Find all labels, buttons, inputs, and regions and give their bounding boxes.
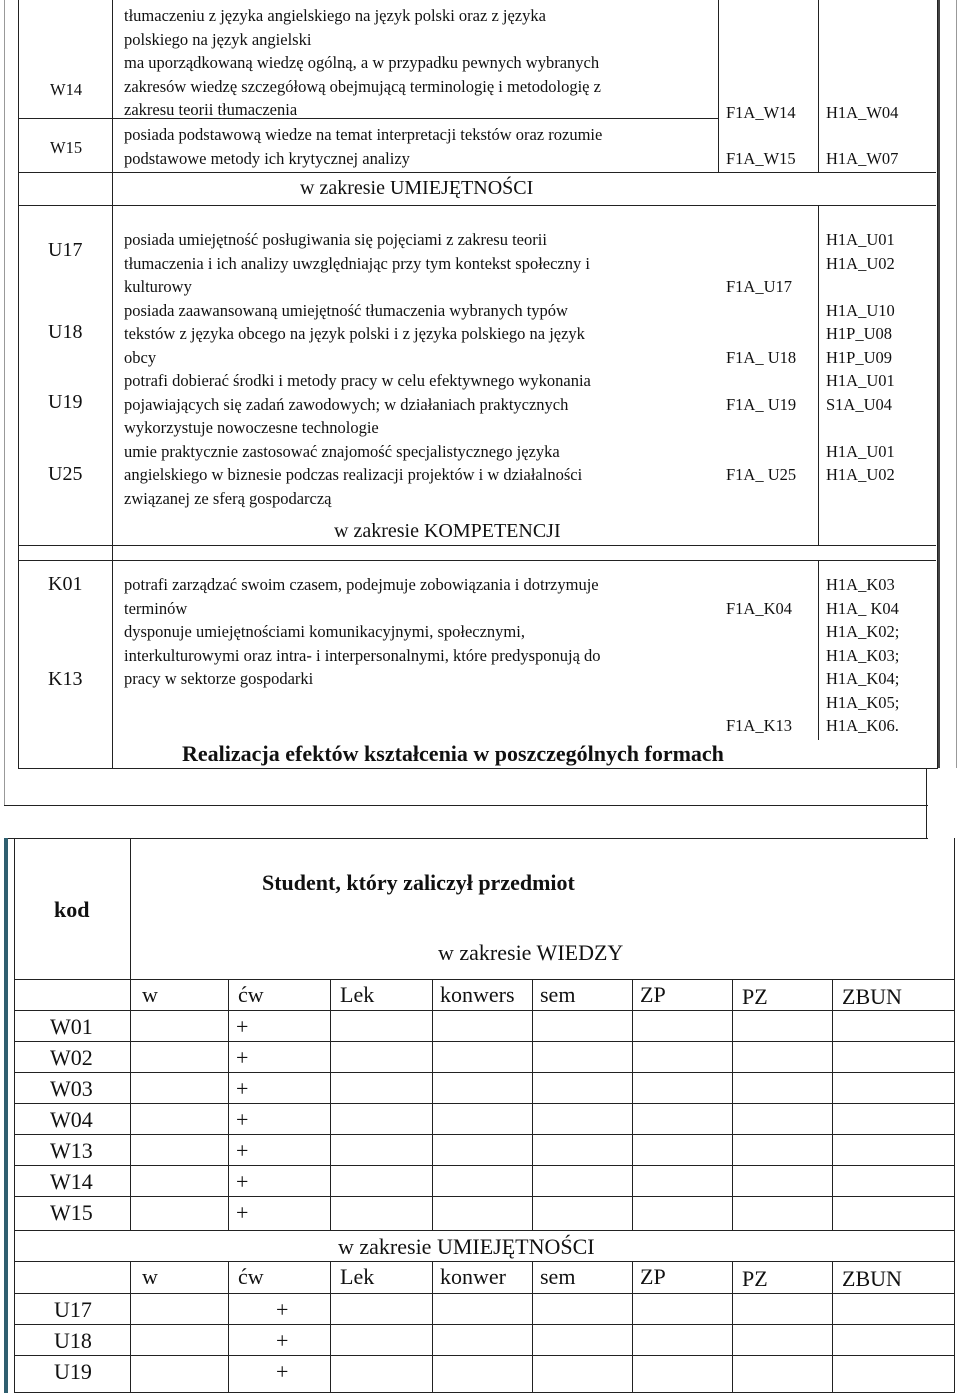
competence-code: K13	[48, 668, 83, 690]
column-header: PZ	[742, 1266, 768, 1291]
competence-h1a: H1A_K03;	[826, 646, 900, 665]
competence-description: potrafi zarządzać swoim czasem, podejmuje zobowiązania i dotrzymuje terminów dysponuje umiejętnościami komunikacyjnymi, społecznymi, interkulturowymi oraz intra- i interpersonalnymi, które predysponują do pracy w sektorze gospodarki	[124, 575, 601, 688]
row-code-w15: W15	[50, 138, 83, 157]
table-row-code: W14	[50, 1169, 93, 1194]
row-f1a-w15: F1A_W15	[726, 149, 796, 168]
competence-h1a: H1A_K06.	[826, 716, 899, 735]
column-header: Lek	[340, 982, 375, 1007]
table-row-mark: +	[276, 1359, 289, 1384]
table-row-mark: +	[236, 1138, 249, 1163]
skill-h1a: H1A_U02	[826, 254, 895, 273]
row-f1a-w14: F1A_W14	[726, 103, 796, 122]
column-header: konwers	[440, 982, 515, 1007]
competence-h1a: H1A_K04;	[826, 669, 900, 688]
competence-h1a: H1A_ K04	[826, 599, 899, 618]
skill-h1a: S1A_U04	[826, 395, 893, 414]
skill-code: U18	[48, 321, 83, 343]
column-header: PZ	[742, 984, 768, 1009]
column-header: ZBUN	[842, 1266, 902, 1291]
skill-code: U17	[48, 239, 83, 261]
table-row-code: W04	[50, 1107, 93, 1132]
table-row-code: U17	[54, 1297, 92, 1322]
table-row-mark: +	[276, 1328, 289, 1353]
column-header: ćw	[238, 1264, 264, 1289]
table-row-code: U19	[54, 1359, 92, 1384]
column-header: ZBUN	[842, 984, 902, 1009]
row-h1a-w14: H1A_W04	[826, 103, 899, 122]
table-row-code: W01	[50, 1014, 93, 1039]
skill-h1a: H1A_U01	[826, 371, 895, 390]
table-row-mark: +	[276, 1297, 289, 1322]
row-description-w14: tłumaczeniu z języka angielskiego na język polski oraz z języka polskiego na język angielski ma uporządkowaną wiedzę ogólną, a w przypadku pewnych wybranych zakresów wiedzę szczegółową obejmującą terminologię i metodologię z zakresu teorii tłumaczenia	[124, 6, 601, 119]
column-header: Lek	[340, 1264, 375, 1289]
skill-h1a: H1P_U08	[826, 324, 893, 343]
table-row-mark: +	[236, 1045, 249, 1070]
row-h1a-w15: H1A_W07	[826, 149, 899, 168]
table-row-mark: +	[236, 1200, 249, 1225]
skills-description: posiada umiejętność posługiwania się pojęciami z zakresu teorii tłumaczenia i ich analizy uwzględniając przy tym kontekst społeczny i kulturowy posiada zaawansowaną umiejętność tłumaczenia wybranych typów tekstów z języka obcego na język polski i z języka polskiego na język obcy potrafi dobierać środki i metody pracy w celu efektywnego wykonania pojawiających się zadań zawodowych; w działaniach praktycznych wykorzystuje nowoczesne technologie umie praktycznie zastosować znajomość specjalistycznego języka angielskiego w biznesie podczas realizacji projektów i w działalności związanej ze sferą gospodarczą	[124, 230, 591, 508]
table-row-mark: +	[236, 1107, 249, 1132]
skill-f1a: F1A_ U19	[726, 395, 797, 414]
table-row-code: W13	[50, 1138, 93, 1163]
skill-code: U19	[48, 391, 83, 413]
skill-f1a: F1A_ U18	[726, 348, 797, 367]
kod-label: kod	[54, 897, 90, 922]
skill-f1a: F1A_ U25	[726, 465, 797, 484]
column-header: w	[142, 1264, 158, 1289]
competence-h1a: H1A_K05;	[826, 693, 900, 712]
column-header: sem	[540, 982, 576, 1007]
row-code-w14: W14	[50, 80, 83, 99]
section-heading-umiejetnosci: w zakresie UMIEJĘTNOŚCI	[300, 177, 534, 199]
umiejetnosci-heading: w zakresie UMIEJĘTNOŚCI	[338, 1234, 595, 1259]
skill-h1a: H1A_U01	[826, 230, 895, 249]
column-header: sem	[540, 1264, 576, 1289]
competence-code: K01	[48, 573, 83, 595]
competence-f1a: F1A_K04	[726, 599, 793, 618]
realizacja-title: Realizacja efektów kształcenia w poszczególnych formach	[182, 741, 724, 766]
column-header: ZP	[640, 982, 666, 1007]
competence-f1a: F1A_K13	[726, 716, 793, 735]
column-header: w	[142, 982, 158, 1007]
table-row-code: W15	[50, 1200, 93, 1225]
skill-h1a: H1A_U01	[826, 442, 895, 461]
table-row-code: U18	[54, 1328, 92, 1353]
student-label: Student, który zaliczył przedmiot	[262, 870, 575, 895]
skill-h1a: H1A_U10	[826, 301, 895, 320]
row-description-w15: posiada podstawową wiedze na temat interpretacji tekstów oraz rozumie podstawowe metody ich krytycznej analizy	[124, 125, 603, 168]
skill-f1a: F1A_U17	[726, 277, 793, 296]
table-row-mark: +	[236, 1076, 249, 1101]
competence-h1a: H1A_K02;	[826, 622, 900, 641]
skill-h1a: H1A_U02	[826, 465, 895, 484]
table-row-mark: +	[236, 1169, 249, 1194]
skill-code: U25	[48, 463, 83, 485]
section-heading-kompetencji: w zakresie KOMPETENCJI	[334, 520, 561, 542]
skill-h1a: H1P_U09	[826, 348, 893, 367]
table-row-code: W03	[50, 1076, 93, 1101]
column-header: konwer	[440, 1264, 506, 1289]
column-header: ZP	[640, 1264, 666, 1289]
table-row-code: W02	[50, 1045, 93, 1070]
column-header: ćw	[238, 982, 264, 1007]
table-row-mark: +	[236, 1014, 249, 1039]
wiedzy-heading: w zakresie WIEDZY	[438, 940, 624, 965]
bottom-table	[14, 838, 955, 1393]
competence-h1a: H1A_K03	[826, 575, 895, 594]
